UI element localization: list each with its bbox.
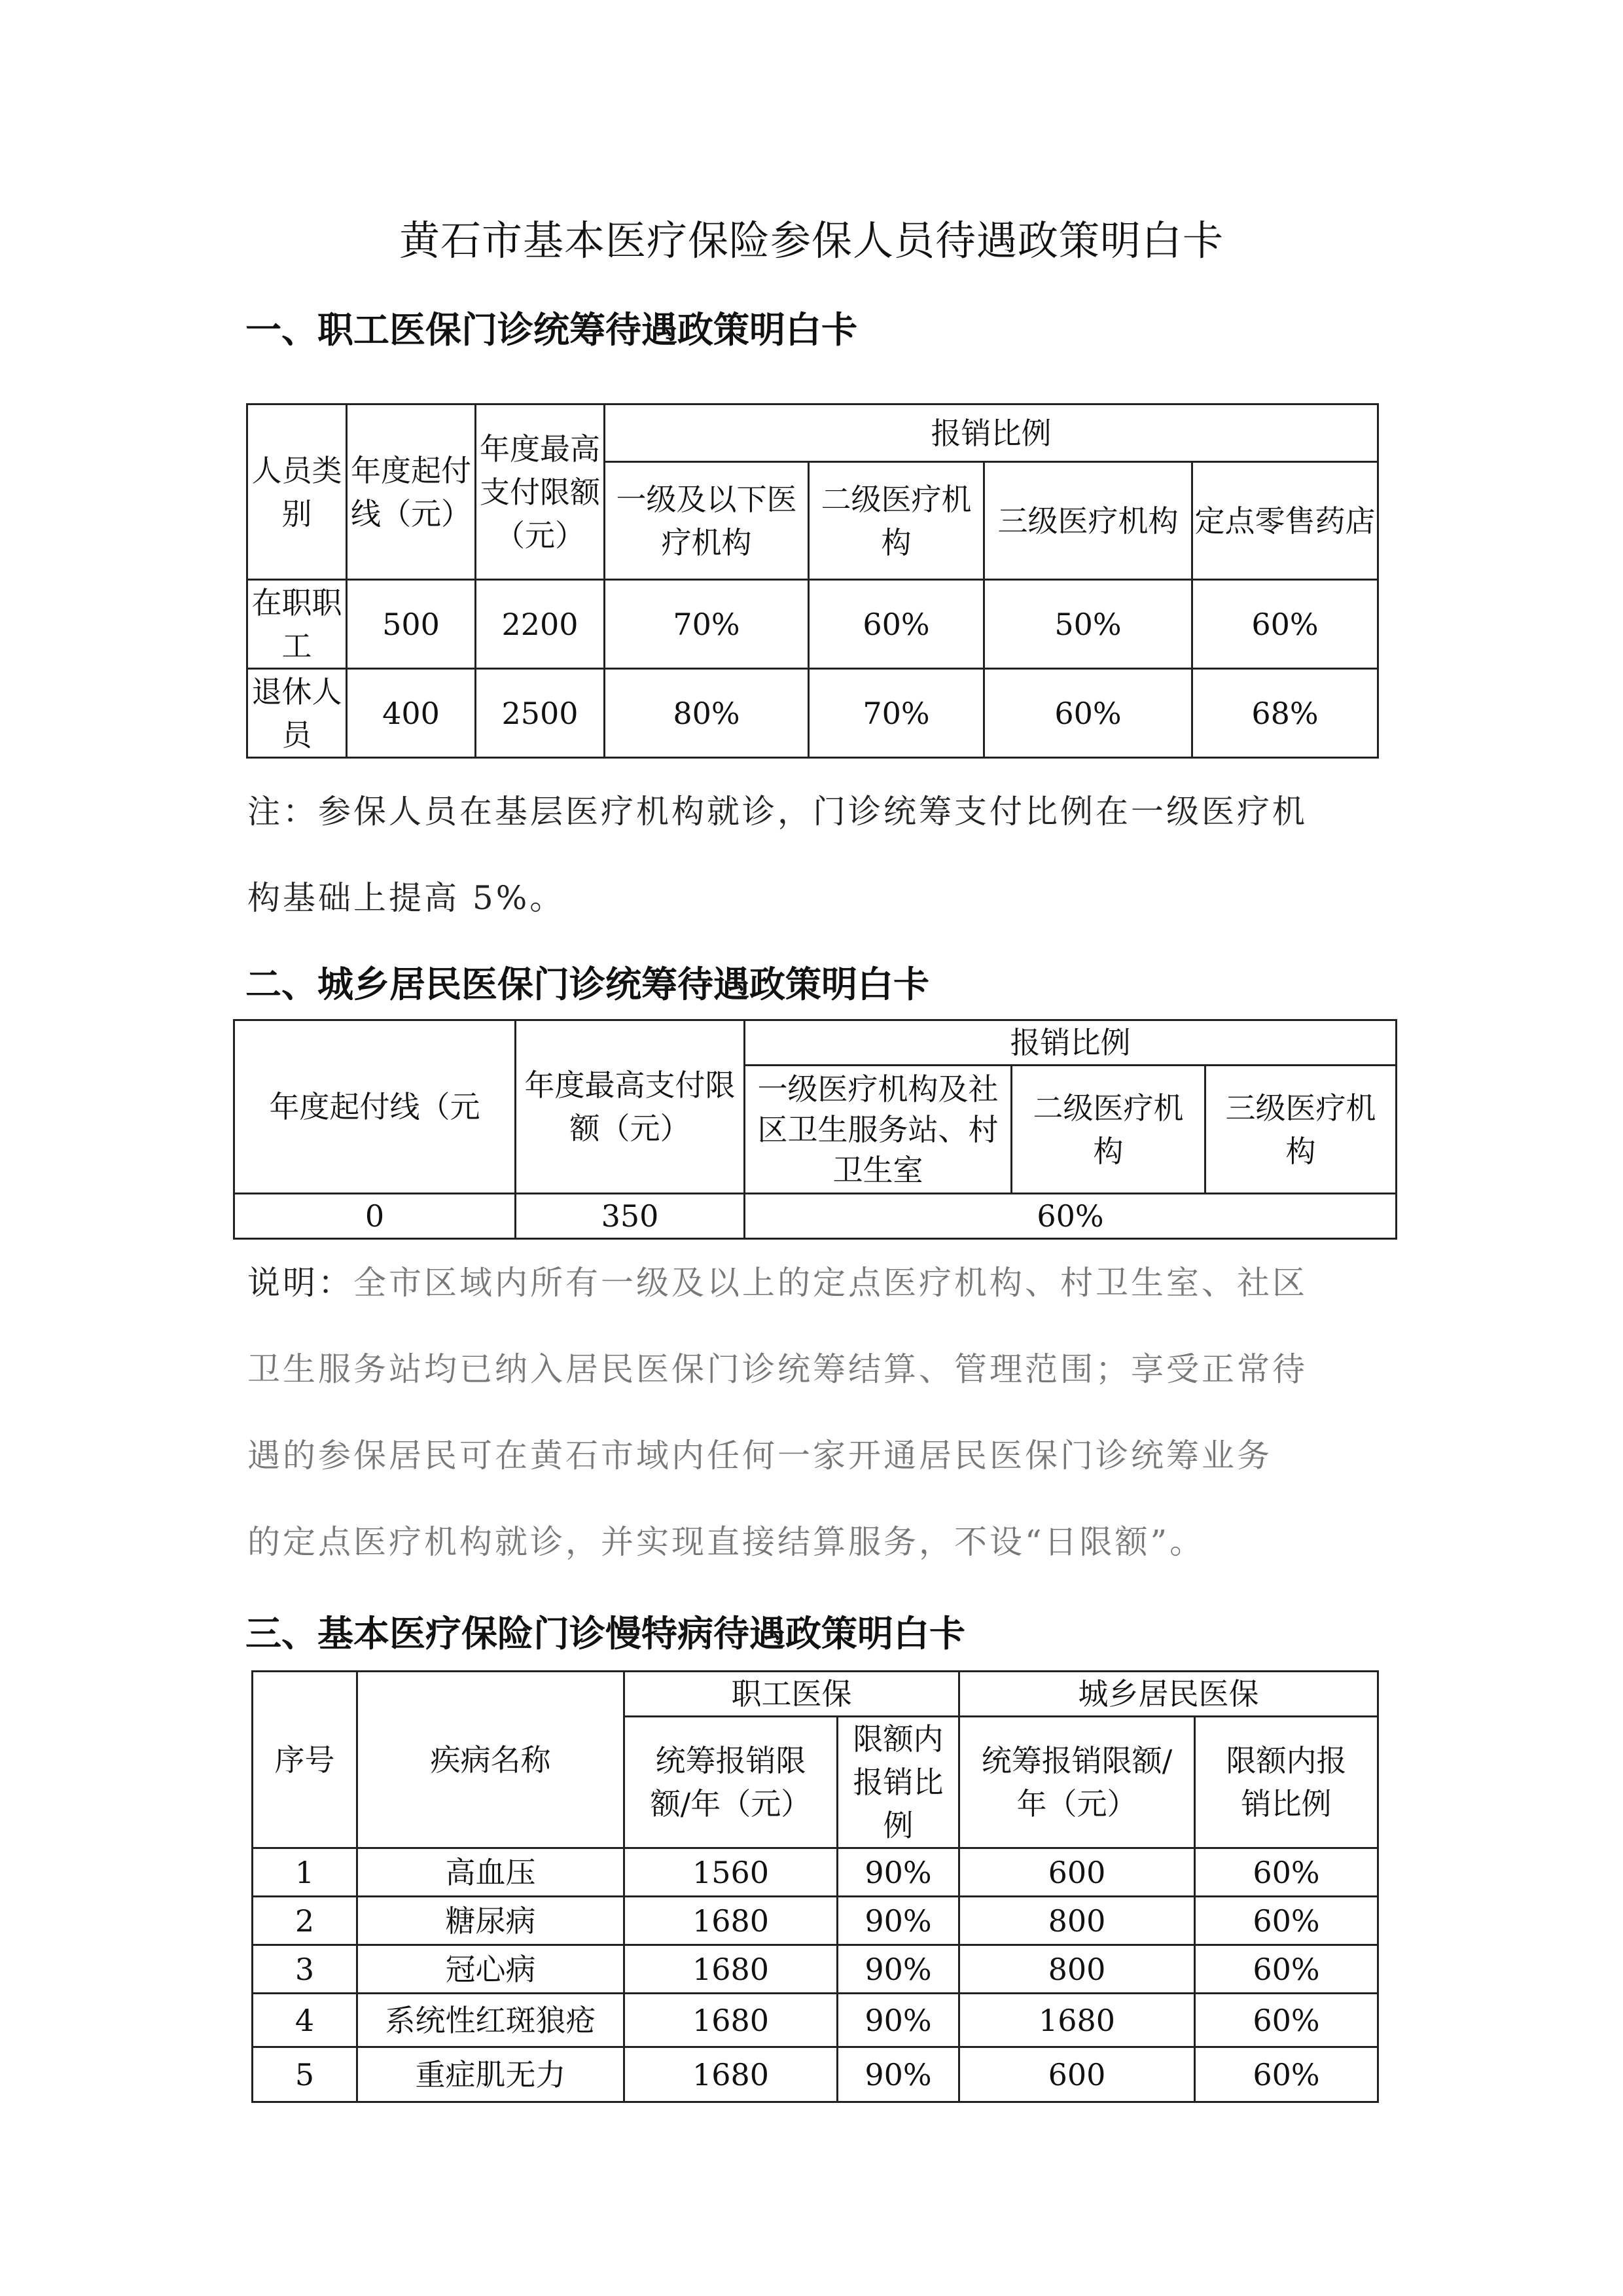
table-row	[247, 669, 1378, 758]
cell-no: 2	[253, 1897, 357, 1945]
header-max-payment: 年度最高支付限额（元）	[516, 1020, 745, 1194]
cell-res-limit: 1680	[959, 1994, 1195, 2047]
cell-max: 2200	[476, 580, 605, 669]
cell-disease: 系统性红斑狼疮	[357, 1994, 624, 2047]
cell-res-ratio: 60%	[1195, 1945, 1378, 1994]
section3-heading: 三、基本医疗保险门诊慢特病待遇政策明白卡	[245, 1613, 966, 1655]
header-res-ratio: 限额内报销比例	[1195, 1717, 1378, 1848]
cell-level2: 60%	[809, 580, 984, 669]
header-level3: 三级医疗机构	[1205, 1066, 1397, 1194]
header-pharmacy: 定点零售药店	[1192, 462, 1378, 580]
section1-note-line2: 构基础上提高 5%。	[247, 879, 565, 917]
cell-res-ratio: 60%	[1195, 2047, 1378, 2102]
cell-emp-limit: 1680	[624, 2047, 838, 2102]
header-emp-limit: 统筹报销限额/年（元）	[624, 1717, 838, 1848]
cell-type: 在职职工	[247, 580, 347, 669]
header-resident: 城乡居民医保	[959, 1672, 1378, 1717]
cell-res-ratio: 60%	[1195, 1994, 1378, 2047]
header-level3: 三级医疗机构	[984, 462, 1192, 580]
table-row	[253, 1897, 1378, 1945]
header-level1: 一级医疗机构及社区卫生服务站、村卫生室	[745, 1066, 1012, 1194]
cell-no: 4	[253, 1994, 357, 2047]
table-row	[253, 1945, 1378, 1994]
cell-level2: 70%	[809, 669, 984, 758]
cell-disease: 糖尿病	[357, 1897, 624, 1945]
note-label: 说明：	[247, 1264, 353, 1302]
cell-deductible: 400	[347, 669, 476, 758]
cell-emp-ratio: 90%	[838, 1945, 959, 1994]
section2-note	[247, 1257, 1399, 1304]
header-employee: 职工医保	[624, 1672, 959, 1717]
cell-disease: 高血压	[357, 1848, 624, 1897]
cell-no: 1	[253, 1848, 357, 1897]
cell-emp-limit: 1680	[624, 1897, 838, 1945]
cell-pharmacy: 68%	[1192, 669, 1378, 758]
cell-res-ratio: 60%	[1195, 1897, 1378, 1945]
table-row	[253, 1848, 1378, 1897]
table-row	[253, 2047, 1378, 2102]
note-line: 的定点医疗机构就诊，并实现直接结算服务，不设“日限额”。	[247, 1523, 1205, 1561]
cell-level1: 70%	[605, 580, 809, 669]
cell-emp-ratio: 90%	[838, 1994, 959, 2047]
employee-outpatient-table	[246, 403, 1379, 759]
header-deductible: 年度起付线（元）	[347, 404, 476, 580]
header-no: 序号	[253, 1672, 357, 1848]
header-res-limit: 统筹报销限额/年（元）	[959, 1717, 1195, 1848]
header-person-type: 人员类别	[247, 404, 347, 580]
cell-no: 5	[253, 2047, 357, 2102]
header-emp-ratio: 限额内报销比例	[838, 1717, 959, 1848]
cell-res-limit: 800	[959, 1945, 1195, 1994]
cell-emp-ratio: 90%	[838, 1897, 959, 1945]
header-level2: 二级医疗机构	[1012, 1066, 1205, 1194]
cell-deductible: 0	[234, 1194, 516, 1239]
note-line: 遇的参保居民可在黄石市域内任何一家开通居民医保门诊统筹业务	[247, 1437, 1272, 1475]
header-level2: 二级医疗机构	[809, 462, 984, 580]
cell-emp-limit: 1680	[624, 1945, 838, 1994]
cell-level1: 80%	[605, 669, 809, 758]
note-label: 注：	[247, 793, 318, 831]
cell-type: 退休人员	[247, 669, 347, 758]
cell-max: 2500	[476, 669, 605, 758]
cell-res-ratio: 60%	[1195, 1848, 1378, 1897]
cell-deductible: 500	[347, 580, 476, 669]
cell-ratio: 60%	[745, 1194, 1397, 1239]
section1-heading: 一、职工医保门诊统筹待遇政策明白卡	[245, 309, 858, 351]
cell-emp-ratio: 90%	[838, 1848, 959, 1897]
cell-res-limit: 600	[959, 2047, 1195, 2102]
section1-note	[247, 785, 1399, 833]
header-reimbursement: 报销比例	[745, 1020, 1397, 1066]
table-row	[253, 1994, 1378, 2047]
cell-level3: 60%	[984, 669, 1192, 758]
note-line: 全市区域内所有一级及以上的定点医疗机构、村卫生室、社区	[353, 1264, 1308, 1302]
cell-res-limit: 800	[959, 1897, 1195, 1945]
note-text: 参保人员在基层医疗机构就诊，门诊统筹支付比例在一级医疗机	[318, 793, 1308, 831]
cell-no: 3	[253, 1945, 357, 1994]
cell-emp-limit: 1560	[624, 1848, 838, 1897]
cell-disease: 重症肌无力	[357, 2047, 624, 2102]
header-disease: 疾病名称	[357, 1672, 624, 1848]
header-reimbursement: 报销比例	[605, 404, 1378, 462]
header-max-payment: 年度最高支付限额（元）	[476, 404, 605, 580]
cell-disease: 冠心病	[357, 1945, 624, 1994]
note-line: 卫生服务站均已纳入居民医保门诊统筹结算、管理范围；享受正常待	[247, 1350, 1308, 1388]
cell-res-limit: 600	[959, 1848, 1195, 1897]
header-level1: 一级及以下医疗机构	[605, 462, 809, 580]
resident-outpatient-table	[233, 1019, 1397, 1240]
cell-emp-limit: 1680	[624, 1994, 838, 2047]
header-deductible: 年度起付线（元	[234, 1020, 516, 1194]
cell-pharmacy: 60%	[1192, 580, 1378, 669]
section2-heading: 二、城乡居民医保门诊统筹待遇政策明白卡	[245, 963, 930, 1005]
table-row	[234, 1194, 1397, 1239]
chronic-disease-table	[251, 1670, 1379, 2103]
cell-level3: 50%	[984, 580, 1192, 669]
table-row	[247, 580, 1378, 669]
cell-max: 350	[516, 1194, 745, 1239]
page-title: 黄石市基本医疗保险参保人员待遇政策明白卡	[399, 217, 1224, 264]
cell-emp-ratio: 90%	[838, 2047, 959, 2102]
